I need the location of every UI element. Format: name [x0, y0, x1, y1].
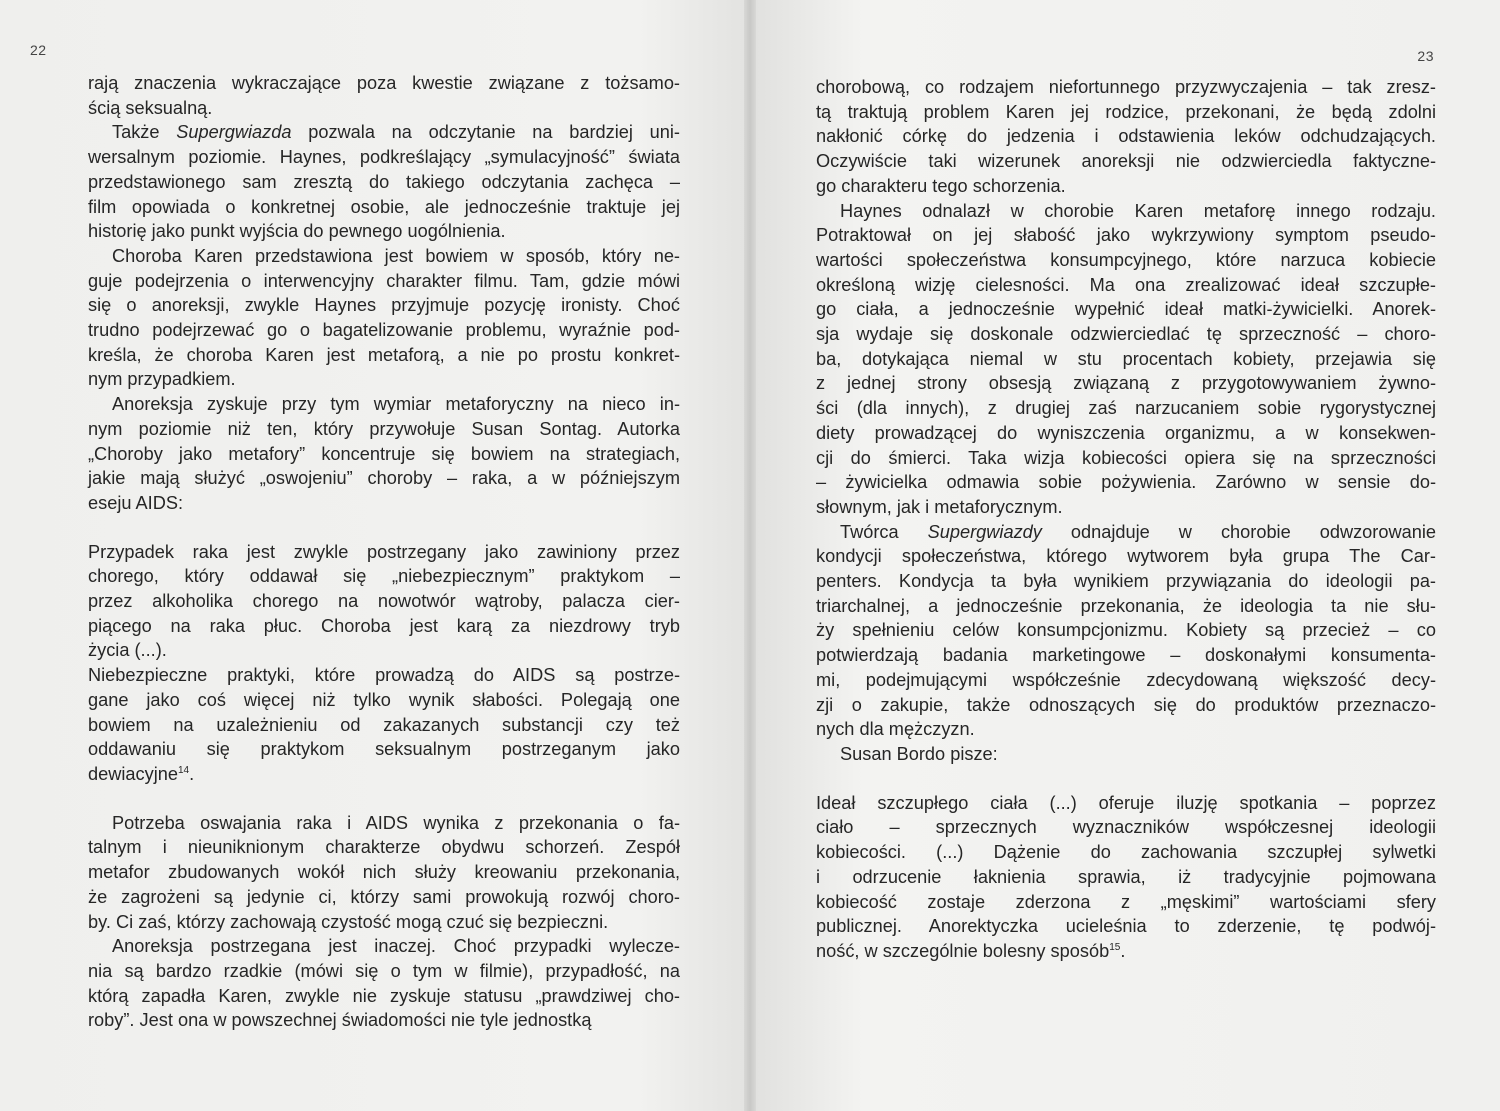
paragraph	[88, 392, 680, 516]
text-line: Susan Bordo pisze:	[840, 743, 998, 764]
text-line: chorego, który oddawał się „niebezpiecznym” praktykom –	[88, 566, 680, 587]
right-page-text	[816, 75, 1436, 964]
text-line: nych dla mężczyzn.	[816, 719, 975, 740]
text-line: ży spełnieniu celów konsumpcjonizmu. Kobiety są przecież – co	[816, 620, 1436, 641]
spacer	[816, 767, 1436, 791]
paragraph	[816, 199, 1436, 520]
text-line: którą zapadła Karen, zwykle nie zyskuje statusu „prawdziwej cho-	[88, 985, 680, 1006]
text-line: życia (...).	[88, 640, 167, 661]
spacer	[88, 787, 680, 811]
text-line: ba, dotykająca niemal w stu procentach kobiety, przejawia się	[816, 348, 1436, 369]
text-line: Oczywiście taki wizerunek anoreksji nie odzwierciedla faktyczne-	[816, 151, 1436, 172]
text-line: trudno podejrzewać go o bagatelizowanie problemu, wyraźnie pod-	[88, 320, 680, 341]
footnote-marker: 14	[177, 764, 190, 776]
text-line: go charakteru tego schorzenia.	[816, 175, 1066, 196]
text-line: kobiecości. (...) Dążenie do zachowania szczupłej sylwetki	[816, 842, 1436, 863]
film-title: Supergwiazda	[176, 122, 292, 143]
text-line: metafor zbudowanych wokół nich służy kreowaniu przekonania,	[88, 862, 680, 883]
text-line: ści (dla innych), z drugiej zaś narzucaniem sobie rygorystycznej	[816, 398, 1436, 419]
text-line: Anoreksja postrzegana jest inaczej. Choć przypadki wylecze-	[112, 936, 680, 957]
text-line: Także Supergwiazda pozwala na odczytanie na bardziej uni-	[112, 122, 680, 143]
spacer	[88, 516, 680, 540]
paragraph	[816, 520, 1436, 742]
text-line: diety prowadzącej do wyniszczenia organizmu, a w konsekwen-	[816, 422, 1436, 443]
text-line: roby”. Jest ona w powszechnej świadomości nie tyle jednostką	[88, 1010, 592, 1031]
text-line: przez alkoholika chorego na nowotwór wątroby, palacza cier-	[88, 591, 680, 612]
text-line: i odrzucenie łaknienia sprawia, iż tradycyjnie pojmowana	[816, 866, 1436, 887]
text-line: ścią seksualną.	[88, 97, 213, 118]
text-line: bowiem na uzależnieniu od zakazanych substancji czy też	[88, 714, 680, 735]
text-line: cji do śmierci. Taka wizja kobiecości opiera się na sprzeczności	[816, 447, 1436, 468]
text-line: się o anoreksji, zwykle Haynes przyjmuje pozycję ironisty. Choć	[88, 295, 680, 316]
text-line: – żywicielka odmawia sobie pożywienia. Zarówno w sensie do-	[816, 472, 1436, 493]
text-line: „Choroby jako metafory” koncentruje się bowiem na strategiach,	[88, 443, 680, 464]
text-line: z jednej strony obsesją związaną z przygotowywaniem żywno-	[816, 373, 1436, 394]
text-line: tą traktują problem Karen jej rodzice, przekonani, że będą zdolni	[816, 101, 1436, 122]
text-line: talnym i nieuniknionym charakterze obydwu schorzeń. Zespół	[88, 837, 680, 858]
book-gutter	[744, 0, 756, 1111]
text-line: wersalnym poziomie. Haynes, podkreślający „symulacyjność” świata	[88, 147, 680, 168]
text-line: nym poziomie niż ten, który przywołuje Susan Sontag. Autorka	[88, 418, 680, 439]
text-line: słownym, jak i metaforycznym.	[816, 496, 1063, 517]
text-line: że zagrożeni są jedynie ci, którzy sami prowokują rozwój choro-	[88, 886, 680, 907]
text-line: piącego na raka płuc. Choroba jest karą za niezdrowy tryb	[88, 615, 680, 636]
text-line: rają znaczenia wykraczające poza kwestie związane z tożsamo-	[88, 73, 680, 93]
text-line: Niebezpieczne praktyki, które prowadzą do AIDS są postrze-	[88, 665, 680, 686]
paragraph	[816, 75, 1436, 199]
text-line: Ideał szczupłego ciała (...) oferuje iluzję spotkania – poprzez	[816, 792, 1436, 813]
text-line: penters. Kondycja ta była wynikiem przywiązania do ideologii pa-	[816, 571, 1436, 592]
quote-paragraph	[816, 791, 1436, 964]
text-line: nym przypadkiem.	[88, 369, 236, 390]
page-number: 23	[1417, 48, 1434, 64]
text-line: przedstawionego sam zresztą do takiego odczytania zachęca –	[88, 171, 680, 192]
text-line: film opowiada o konkretnej osobie, ale jednocześnie traktuje jej	[88, 196, 680, 217]
text-line: Choroba Karen przedstawiona jest bowiem w sposób, który ne-	[112, 245, 680, 266]
quote-paragraph	[88, 540, 680, 664]
text-line: Haynes odnalazł w chorobie Karen metaforę innego rodzaju.	[840, 200, 1436, 221]
film-title: Supergwiazdy	[927, 521, 1042, 542]
text-line: oddawaniu się praktykom seksualnym postrzeganym jako	[88, 739, 680, 760]
text-line: nakłonić córkę do jedzenia i odstawienia leków odchudzających.	[816, 126, 1436, 147]
text-line: go ciała, a jednocześnie wypełnić ideał matki-żywicielki. Anorek-	[816, 299, 1436, 320]
paragraph	[88, 244, 680, 392]
text-line: ność, w szczególnie bolesny sposób$^{15}$.	[816, 940, 1126, 961]
text-line: określoną wizję cielesności. Ma ona zrealizować ideał szczupłe-	[816, 274, 1436, 295]
text-line: kondycji społeczeństwa, którego wytworem była grupa The Car-	[816, 546, 1436, 567]
text-line: nia są bardzo rzadkie (mówi się o tym w filmie), przypadłość, na	[88, 960, 680, 981]
text-line: publicznej. Anorektyczka ucieleśnia to zderzenie, tę podwój-	[816, 916, 1436, 937]
block-quote	[88, 540, 680, 787]
paragraph	[88, 120, 680, 244]
text-line: ciało – sprzecznych wyznaczników współczesnej ideologii	[816, 817, 1436, 838]
text-line: kreśla, że choroba Karen jest metaforą, a nie po prostu konkret-	[88, 344, 680, 365]
text-line: guje podejrzenia o interwencyjny charakter filmu. Tam, gdzie mówi	[88, 270, 680, 291]
block-quote	[816, 791, 1436, 964]
text-line: potwierdzają badania marketingowe – doskonałymi konsumenta-	[816, 645, 1436, 666]
text-line: Twórca Supergwiazdy odnajduje w chorobie odwzorowanie	[840, 521, 1436, 542]
quote-paragraph	[88, 663, 680, 787]
paragraph	[88, 934, 680, 1033]
right-page	[750, 0, 1500, 1111]
text-line: Przypadek raka jest zwykle postrzegany jako zawiniony przez	[88, 541, 680, 562]
paragraph	[88, 811, 680, 935]
text-line: triarchalnej, a jednocześnie przekonania, że ideologia ta nie słu-	[816, 595, 1436, 616]
text-line: gane jako coś więcej niż tylko wynik słabości. Polegają one	[88, 689, 680, 710]
footnote-marker: 15	[1109, 941, 1121, 953]
text-line: Potraktował on jej słabość jako wykrzywiony symptom pseudo-	[816, 225, 1436, 246]
text-line: chorobową, co rodzajem niefortunnego przyzwyczajenia – tak zresz-	[816, 77, 1436, 97]
text-line: dewiacyjne$^{14}$.	[88, 763, 195, 784]
text-line: eseju AIDS:	[88, 492, 184, 513]
text-line: wartości społeczeństwa konsumpcyjnego, które narzuca kobiecie	[816, 249, 1436, 270]
text-line: historię jako punkt wyjścia do pewnego uogólnienia.	[88, 221, 506, 242]
page-number: 22	[30, 42, 47, 58]
text-line: Potrzeba oswajania raka i AIDS wynika z przekonania o fa-	[112, 812, 680, 833]
text-line: kobiecość zostaje zderzona z „męskimi” wartościami sfery	[816, 891, 1436, 912]
text-line: jakie mają służyć „oswojeniu” choroby – raka, a w późniejszym	[88, 468, 680, 489]
text-line: by. Ci zaś, którzy zachowają czystość mogą czuć się bezpieczni.	[88, 911, 609, 932]
left-page-text	[88, 71, 680, 1033]
paragraph	[88, 71, 680, 120]
text-line: mi, podejmującymi współcześnie zdecydowaną większość decy-	[816, 669, 1436, 690]
text-line: sja wydaje się doskonale odzwierciedlać tę sprzeczność – choro-	[816, 324, 1436, 345]
text-line: zji o zakupie, także odnoszących się do produktów przeznaczo-	[816, 694, 1436, 715]
paragraph	[816, 742, 1436, 767]
text-line: Anoreksja zyskuje przy tym wymiar metaforyczny na nieco in-	[112, 394, 680, 415]
